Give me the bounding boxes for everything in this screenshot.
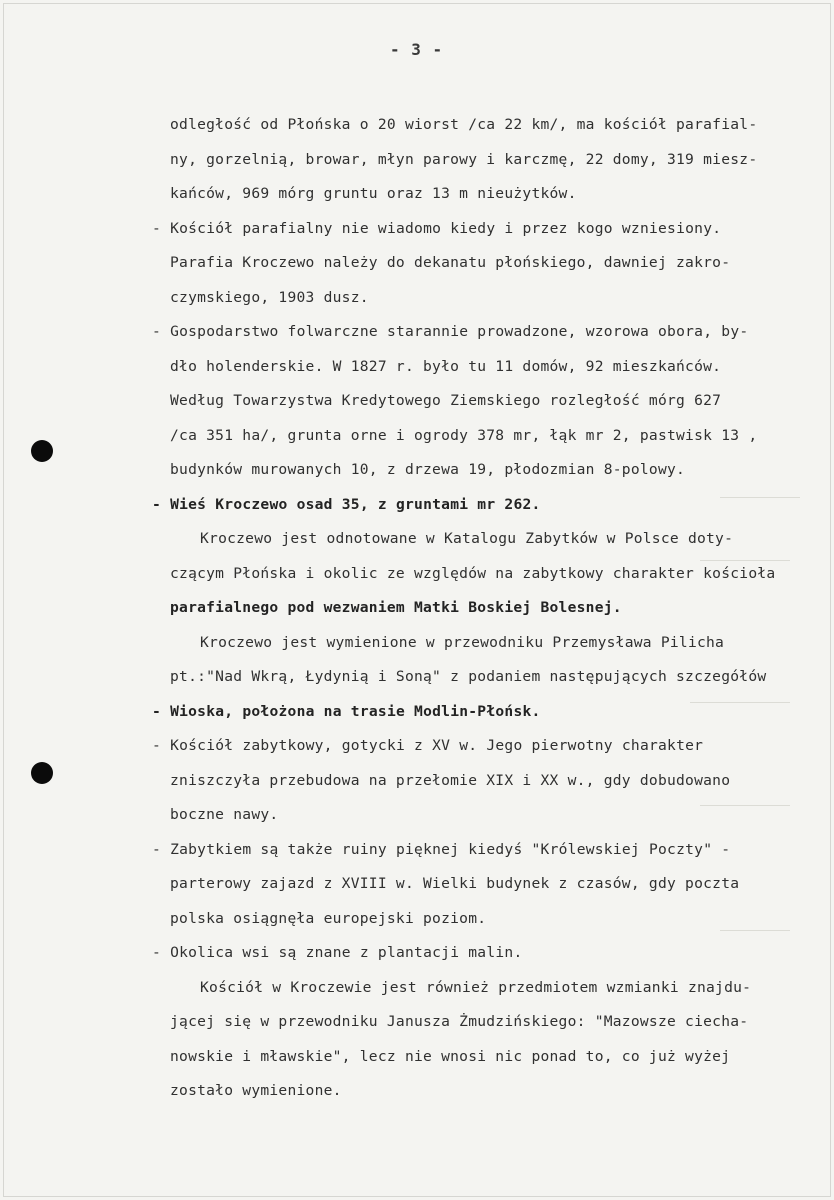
text-line: jącej się w przewodniku Janusza Żmudzińskiego: "Mazowsze ciecha- [170,1013,749,1030]
text-line: kańców, 969 mórg gruntu oraz 13 m nieużytków. [170,185,577,202]
list-item-line: - Wioska, położona na trasie Modlin-Płońsk. [152,703,541,720]
paragraph-first-line: Kościół w Kroczewie jest również przedmiotem wzmianki znajdu- [200,979,752,996]
text-line: zniszczyła przebudowa na przełomie XIX i XX w., gdy dobudowano [170,772,731,789]
list-item-line: - Wieś Kroczewo osad 35, z gruntami mr 262. [152,496,541,513]
text-line: Parafia Kroczewo należy do dekanatu płońskiego, dawniej zakro- [170,254,731,271]
text-line: odległość od Płońska o 20 wiorst /ca 22 km/, ma kościół parafial- [170,116,758,133]
punch-hole-icon [31,762,53,784]
text-line: /ca 351 ha/, grunta orne i ogrody 378 mr, łąk mr 2, pastwisk 13 , [170,427,758,444]
text-line: nowskie i mławskie", lecz nie wnosi nic ponad to, co już wyżej [170,1048,731,1065]
show-through-mark [720,497,800,498]
text-line: Według Towarzystwa Kredytowego Ziemskiego rozległość mórg 627 [170,392,722,409]
punch-hole-icon [31,440,53,462]
show-through-mark [690,702,790,703]
paragraph-first-line: Kroczewo jest odnotowane w Katalogu Zabytków w Polsce doty- [200,530,734,547]
show-through-mark [700,560,790,561]
text-line: polska osiągnęła europejski poziom. [170,910,487,927]
text-line: zostało wymienione. [170,1082,342,1099]
list-item-line: - Okolica wsi są znane z plantacji malin. [152,944,523,961]
text-line: dło holenderskie. W 1827 r. było tu 11 domów, 92 mieszkańców. [170,358,722,375]
list-item-line: - Kościół parafialny nie wiadomo kiedy i przez kogo wzniesiony. [152,220,722,237]
text-line: parafialnego pod wezwaniem Matki Boskiej Bolesnej. [170,599,622,616]
text-line: pt.:"Nad Wkrą, Łydynią i Soną" z podaniem następujących szczegółów [170,668,767,685]
show-through-mark [720,930,790,931]
text-line: parterowy zajazd z XVIII w. Wielki budynek z czasów, gdy poczta [170,875,740,892]
paragraph-first-line: Kroczewo jest wymienione w przewodniku Przemysława Pilicha [200,634,725,651]
show-through-mark [700,805,790,806]
text-line: boczne nawy. [170,806,279,823]
list-item-line: - Kościół zabytkowy, gotycki z XV w. Jego pierwotny charakter [152,737,704,754]
list-item-line: - Gospodarstwo folwarczne starannie prowadzone, wzorowa obora, by- [152,323,749,340]
text-line: ny, gorzelnią, browar, młyn parowy i karczmę, 22 domy, 319 miesz- [170,151,758,168]
list-item-line: - Zabytkiem są także ruiny pięknej kiedyś "Królewskiej Poczty" - [152,841,731,858]
text-line: czymskiego, 1903 dusz. [170,289,369,306]
text-line: budynków murowanych 10, z drzewa 19, płodozmian 8-polowy. [170,461,686,478]
page-number: - 3 - [390,40,444,59]
text-line: czącym Płońska i okolic ze względów na zabytkowy charakter kościoła [170,565,776,582]
